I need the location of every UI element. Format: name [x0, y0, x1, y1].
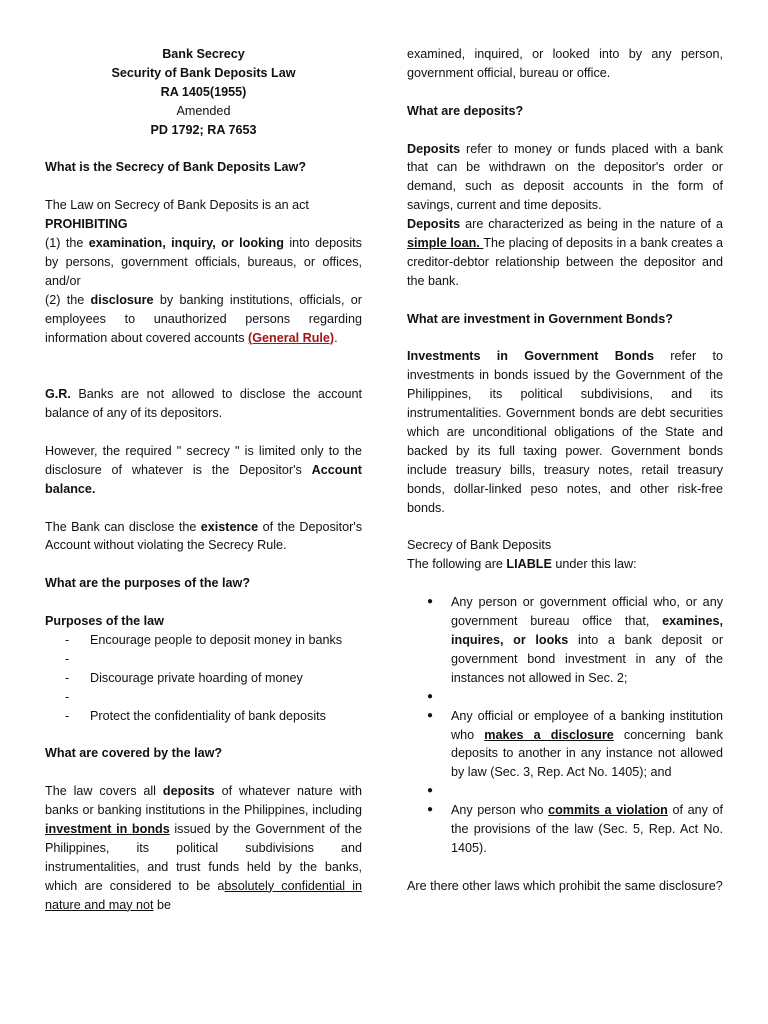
heading-bonds: What are investment in Government Bonds? — [407, 311, 673, 326]
heading-what-is-law: What is the Secrecy of Bank Deposits Law? — [45, 160, 307, 175]
liable-intro: The following are LIABLE under this law: — [407, 557, 637, 572]
list-item: - Encourage people to deposit money in banks — [45, 631, 362, 650]
doc-amendments: PD 1792; RA 7653 — [150, 122, 257, 137]
list-spacer — [407, 782, 723, 801]
purposes-list — [45, 631, 362, 726]
heading-covered: What are covered by the law? — [45, 746, 223, 761]
doc-title: Bank Secrecy — [162, 47, 245, 61]
doc-subtitle: Security of Bank Deposits Law — [111, 65, 296, 80]
prohibiting-label: PROHIBITING — [45, 217, 128, 232]
other-laws-question: Are there other laws which prohibit the same disclosure? — [407, 878, 723, 893]
liable-title: Secrecy of Bank Deposits — [407, 538, 552, 553]
liable-list — [407, 593, 723, 858]
list-spacer — [45, 650, 362, 669]
bonds-definition: Investments in Government Bonds refer to investments in bonds issued by the Government of the Philippines, its political subdivisions, and its instrumentalities. Government bonds are debt securities which are unconditional obligations of the State and backed by its full taxing power. Government bonds include treasury bills, treasury notes, retail treasury bonds, dollar-linked peso notes, and other risk-free bonds. — [407, 349, 723, 515]
prohibition-item-2: (2) the disclosure by banking institutions, officials, or employees to unauthorized persons regarding information about covered accounts (General Rule). — [45, 292, 362, 345]
general-rule-link: (General Rule) — [248, 330, 335, 345]
covered-text-continued: examined, inquired, or looked into by any person, government official, bureau or office. — [407, 47, 723, 80]
doc-ra-number: RA 1405(1955) — [160, 84, 247, 99]
doc-amended: Amended — [176, 103, 231, 118]
deposits-nature: Deposits are characterized as being in the nature of a simple loan. The placing of deposits in a bank creates a creditor-debtor relationship between the depositor and the bank. — [407, 217, 723, 288]
heading-purposes: What are the purposes of the law? — [45, 576, 251, 591]
list-item: - Protect the confidentiality of bank deposits — [45, 707, 362, 726]
list-item: - Discourage private hoarding of money — [45, 669, 362, 688]
secrecy-limit-text: However, the required " secrecy " is limited only to the disclosure of whatever is the Depositor's Account balance. — [45, 443, 362, 496]
bank-disclose-text: The Bank can disclose the existence of the Depositor's Account without violating the Secrecy Rule. — [45, 519, 362, 553]
list-spacer — [407, 688, 723, 707]
subheading-purposes: Purposes of the law — [45, 614, 164, 629]
right-column — [407, 45, 723, 896]
prohibition-item-1: (1) the examination, inquiry, or looking into deposits by persons, government officials, bureaus, or offices, and/or — [45, 236, 362, 288]
covered-text: The law covers all deposits of whatever nature with banks or banking institutions in the Philippines, including investment in bonds issued by the Government of the Philippines, its political subdivisions and instrumentalities, and trust funds held by the banks, which are considered to be absolutely confidential in nature and may not be — [45, 784, 363, 912]
law-definition-intro: The Law on Secrecy of Bank Deposits is an act — [45, 198, 309, 213]
list-item: ● Any person or government official who, or any government bureau office that, examines, inquires, or looks into a bank deposit or government bond investment in any of the instances not allowed in Sec. 2; — [407, 593, 723, 688]
deposits-definition: Deposits refer to money or funds placed with a bank that can be withdrawn on the depositor's order or demand, such as deposit accounts in the form of savings, current and time deposits. — [407, 141, 723, 213]
list-spacer — [45, 688, 362, 707]
list-item: ● Any person who commits a violation of any of the provisions of the law (Sec. 5, Rep. Act No. 1405). — [407, 801, 723, 858]
list-item: ● Any official or employee of a banking institution who makes a disclosure concerning bank deposits to another in any instance not allowed by law (Sec. 3, Rep. Act No. 1405); and — [407, 707, 723, 783]
left-column — [45, 45, 362, 915]
heading-deposits: What are deposits? — [407, 103, 524, 118]
general-rule-text: G.R. Banks are not allowed to disclose the account balance of any of its depositors. — [45, 387, 362, 421]
